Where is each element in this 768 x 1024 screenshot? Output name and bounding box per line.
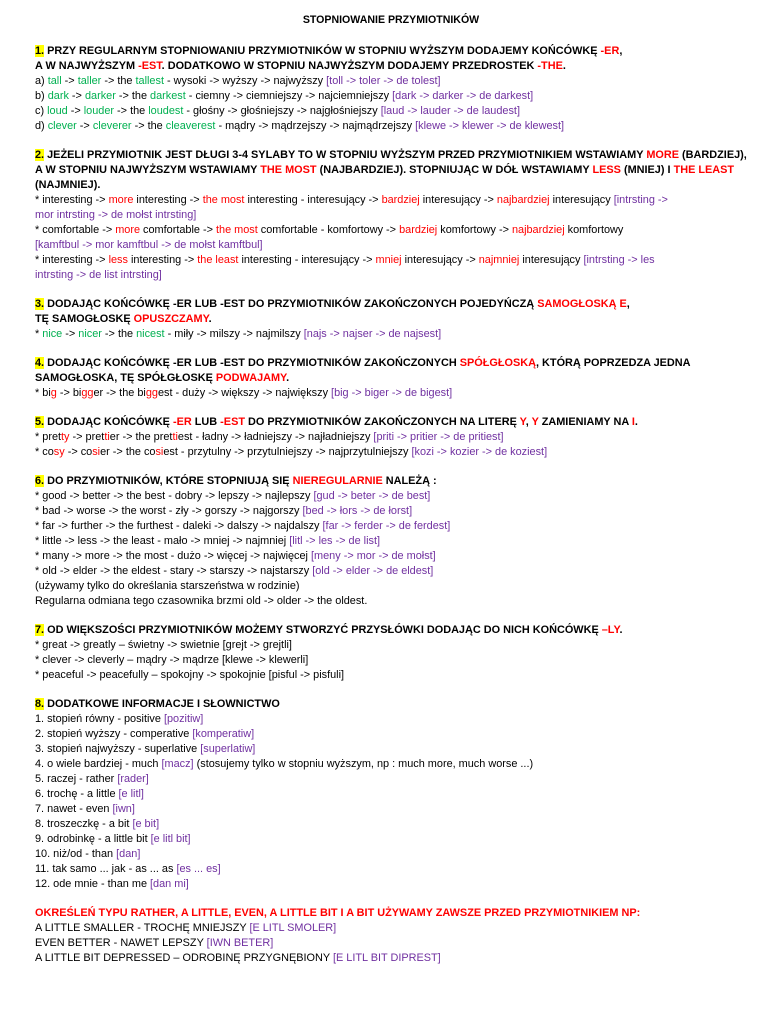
pronunciation: [IWN BETER]: [206, 937, 274, 949]
section-number: 8.: [35, 698, 45, 710]
example-row: * cosy -> cosier -> the cosiest - przytulny -> przytulniejszy -> najprzytulniejszy [kozi -> kozier -> de koziest]: [35, 446, 548, 458]
vocab-item: 9. odrobinkę - a little bit [e litl bit]: [35, 833, 191, 845]
pronunciation: [bed -> łors -> de łorst]: [302, 505, 413, 517]
section-2-heading-line-3: (NAJMNIEJ).: [35, 179, 101, 191]
section-4-heading-line-2: SAMOGŁOSKA, TĘ SPÓŁGŁOSKĘ PODWAJAMY.: [35, 372, 290, 384]
vocab-item: 3. stopień najwyższy - superlative [superlatiw]: [35, 743, 256, 755]
example-row: * pretty -> prettier -> the prettiest - ładny -> ładniejszy -> najładniejszy [priti -> pritier -> de pritiest]: [35, 431, 504, 443]
section-1: [35, 44, 747, 134]
vocab-item: 12. ode mnie - than me [dan mi]: [35, 878, 189, 890]
example-row: * good -> better -> the best - dobry -> lepszy -> najlepszy [gud -> beter -> de best]: [35, 490, 431, 502]
vocab-item: 11. tak samo ... jak - as ... as [es ... es]: [35, 863, 221, 875]
section-6: [35, 474, 747, 609]
pronunciation: [big -> biger -> de bigest]: [331, 387, 453, 399]
pronunciation: [gud -> beter -> de best]: [313, 490, 431, 502]
section-number: 1.: [35, 45, 45, 57]
pronunciation: intrsting -> de list intrsting]: [35, 269, 162, 281]
example-row: * many -> more -> the most - dużo -> więcej -> najwięcej [meny -> mor -> de mołst]: [35, 550, 436, 562]
section-4: [35, 356, 747, 401]
section-3: [35, 297, 747, 342]
section-number: 3.: [35, 298, 45, 310]
section-7-heading: 7. OD WIĘKSZOŚCI PRZYMIOTNIKÓW MOŻEMY STWORZYĆ PRZYSŁÓWKI DODAJĄC DO NICH KOŃCÓWKĘ –LY.: [35, 624, 623, 636]
section-number: 2.: [35, 149, 45, 161]
section-8-heading: 8. DODATKOWE INFORMACJE I SŁOWNICTWO: [35, 698, 280, 710]
pronunciation: mor intrsting -> de mołst intrsting]: [35, 209, 197, 221]
final-heading: OKREŚLEŃ TYPU RATHER, A LITTLE, EVEN, A LITTLE BIT I A BIT UŻYWAMY ZAWSZE PRZED PRZYMIOTNIKIEM NP:: [35, 907, 641, 919]
pronunciation: [pozitiw]: [163, 713, 204, 725]
example-row: * far -> further -> the furthest - daleki -> dalszy -> najdalszy [far -> ferder -> de ferdest]: [35, 520, 451, 532]
pronunciation: [far -> ferder -> de ferdest]: [322, 520, 451, 532]
example-row: * old -> elder -> the eldest - stary -> starszy -> najstarszy [old -> elder -> de eldest]: [35, 565, 434, 577]
pronunciation: [litl -> les -> de list]: [289, 535, 381, 547]
section-6-heading: 6. DO PRZYMIOTNIKÓW, KTÓRE STOPNIUJĄ SIĘ NIEREGULARNIE NALEŻĄ :: [35, 475, 437, 487]
section-number: 6.: [35, 475, 45, 487]
pronunciation: [laud -> lauder -> de laudest]: [380, 105, 520, 117]
section-2-heading: 2. JEŻELI PRZYMIOTNIK JEST DŁUGI 3-4 SYLABY TO W STOPNIU WYŻSZYM PRZED PRZYMIOTNIKIEM WSTAWIAMY MORE (BARDZIEJ),: [35, 149, 747, 161]
vocab-item: 1. stopień równy - positive [pozitiw]: [35, 713, 204, 725]
section-1-heading: 1. PRZY REGULARNYM STOPNIOWANIU PRZYMIOTNIKÓW W STOPNIU WYŻSZYM DODAJEMY KOŃCÓWKĘ -ER,: [35, 45, 623, 57]
section-number: 4.: [35, 357, 45, 369]
pronunciation: [intrsting ->: [613, 194, 668, 206]
example-row: * comfortable -> more comfortable -> the most comfortable - komfortowy -> bardziej komfortowy -> najbardziej komfortowy: [35, 224, 624, 236]
document-page: [35, 14, 747, 966]
example-row: d) clever -> cleverer -> the cleaverest - mądry -> mądrzejszy -> najmądrzejszy [klewe -> klewer -> de klewest]: [35, 120, 565, 132]
pronunciation: [E LITL SMOLER]: [249, 922, 337, 934]
pronunciation: [najs -> najser -> de najsest]: [303, 328, 442, 340]
example-row: * interesting -> more interesting -> the most interesting - interesujący -> bardziej interesujący -> najbardziej interesujący [intrsting ->: [35, 194, 668, 206]
section-number: 5.: [35, 416, 45, 428]
example-row: a) tall -> taller -> the tallest - wysoki -> wyższy -> najwyższy [toll -> toler -> de tolest]: [35, 75, 441, 87]
section-3-heading-line-2: TĘ SAMOGŁOSKĘ OPUSZCZAMY.: [35, 313, 212, 325]
section-1-heading-line-2: A W NAJWYŻSZYM -EST. DODATKOWO W STOPNIU NAJWYŻSZYM DODAJEMY PRZEDROSTEK -THE.: [35, 60, 566, 72]
pronunciation: [es ... es]: [176, 863, 221, 875]
final-example: A LITTLE BIT DEPRESSED – ODROBINĘ PRZYGNĘBIONY [E LITL BIT DIPREST]: [35, 952, 441, 964]
pronunciation: [kamftbul -> mor kamftbul -> de mołst kamftbul]: [35, 239, 263, 251]
example-row: * nice -> nicer -> the nicest - miły -> milszy -> najmilszy [najs -> najser -> de najsest]: [35, 328, 442, 340]
pronunciation: [toll -> toler -> de tolest]: [326, 75, 441, 87]
pronunciation: [old -> elder -> de eldest]: [312, 565, 434, 577]
section-5: [35, 415, 747, 460]
pronunciation: [e litl bit]: [150, 833, 191, 845]
pronunciation: [superlatiw]: [200, 743, 256, 755]
pronunciation: [rader]: [117, 773, 149, 785]
pronunciation: [E LITL BIT DIPREST]: [332, 952, 441, 964]
section-5-heading: 5. DODAJĄC KOŃCÓWKĘ -ER LUB -EST DO PRZYMIOTNIKÓW ZAKOŃCZONYCH NA LITERĘ Y, Y ZAMIENIAMY NA I.: [35, 416, 638, 428]
example-row: * peaceful -> peacefully – spokojny -> spokojnie [pisful -> pisfuli]: [35, 669, 345, 681]
pronunciation: [klewe -> klewer -> de klewest]: [415, 120, 565, 132]
pronunciation: [kozi -> kozier -> de koziest]: [411, 446, 548, 458]
example-row: * big -> bigger -> the biggest - duży -> większy -> największy [big -> biger -> de bigest]: [35, 387, 453, 399]
pronunciation: [e bit]: [132, 818, 160, 830]
example-row: * little -> less -> the least - mało -> mniej -> najmniej [litl -> les -> de list]: [35, 535, 381, 547]
vocab-item: 4. o wiele bardziej - much [macz] (stosujemy tylko w stopniu wyższym, np : much more, much worse ...): [35, 758, 534, 770]
vocab-item: 5. raczej - rather [rader]: [35, 773, 149, 785]
vocab-item: 8. troszeczkę - a bit [e bit]: [35, 818, 160, 830]
section-7: [35, 623, 747, 683]
pronunciation: [dan]: [116, 848, 141, 860]
section-2-heading-line-2: A W STOPNIU NAJWYŻSZYM WSTAWIAMY THE MOST (NAJBARDZIEJ). STOPNIUJĄC W DÓŁ WSTAWIAMY LESS (MNIEJ) I THE LEAST: [35, 164, 735, 176]
pronunciation: [priti -> pritier -> de pritiest]: [373, 431, 504, 443]
final-example: A LITTLE SMALLER - TROCHĘ MNIEJSZY [E LITL SMOLER]: [35, 922, 337, 934]
pronunciation: [dark -> darker -> de darkest]: [392, 90, 534, 102]
section-8: [35, 697, 747, 892]
example-row: * great -> greatly – świetny -> swietnie [grejt -> grejtli]: [35, 639, 292, 651]
pronunciation: [iwn]: [112, 803, 135, 815]
page-title: STOPNIOWANIE PRZYMIOTNIKÓW: [302, 14, 480, 26]
pronunciation: [e litl]: [118, 788, 144, 800]
final-example: EVEN BETTER - NAWET LEPSZY [IWN BETER]: [35, 937, 274, 949]
final-section: [35, 906, 747, 966]
example-row: b) dark -> darker -> the darkest - ciemny -> ciemniejszy -> najciemniejszy [dark -> darker -> de darkest]: [35, 90, 534, 102]
example-row: * bad -> worse -> the worst - zły -> gorszy -> najgorszy [bed -> łors -> de łorst]: [35, 505, 413, 517]
pronunciation: [komperatiw]: [192, 728, 255, 740]
example-row: * interesting -> less interesting -> the least interesting - interesujący -> mniej interesujący -> najmniej interesujący [intrsting -> les: [35, 254, 655, 266]
example-row: c) loud -> louder -> the loudest - głośny -> głośniejszy -> najgłośniejszy [laud -> lauder -> de laudest]: [35, 105, 520, 117]
section-3-heading: 3. DODAJĄC KOŃCÓWKĘ -ER LUB -EST DO PRZYMIOTNIKÓW ZAKOŃCZONYCH POJEDYŃCZĄ SAMOGŁOSKĄ E,: [35, 298, 630, 310]
example-row: * clever -> cleverly – mądry -> mądrze [klewe -> klewerli]: [35, 654, 309, 666]
note: Regularna odmiana tego czasownika brzmi old -> older -> the oldest.: [35, 595, 368, 607]
note: (używamy tylko do określania starszeństwa w rodzinie): [35, 580, 300, 592]
section-4-heading: 4. DODAJĄC KOŃCÓWKĘ -ER LUB -EST DO PRZYMIOTNIKÓW ZAKOŃCZONYCH SPÓŁGŁOSKĄ, KTÓRĄ POPRZEDZA JEDNA: [35, 357, 691, 369]
pronunciation: [macz]: [161, 758, 194, 770]
section-number: 7.: [35, 624, 45, 636]
vocab-item: 7. nawet - even [iwn]: [35, 803, 135, 815]
vocab-item: 10. niż/od - than [dan]: [35, 848, 141, 860]
section-2: [35, 148, 747, 283]
vocab-item: 2. stopień wyższy - comperative [komperatiw]: [35, 728, 255, 740]
pronunciation: [intrsting -> les: [583, 254, 655, 266]
pronunciation: [dan mi]: [150, 878, 189, 890]
vocab-item: 6. trochę - a little [e litl]: [35, 788, 144, 800]
pronunciation: [meny -> mor -> de mołst]: [311, 550, 436, 562]
